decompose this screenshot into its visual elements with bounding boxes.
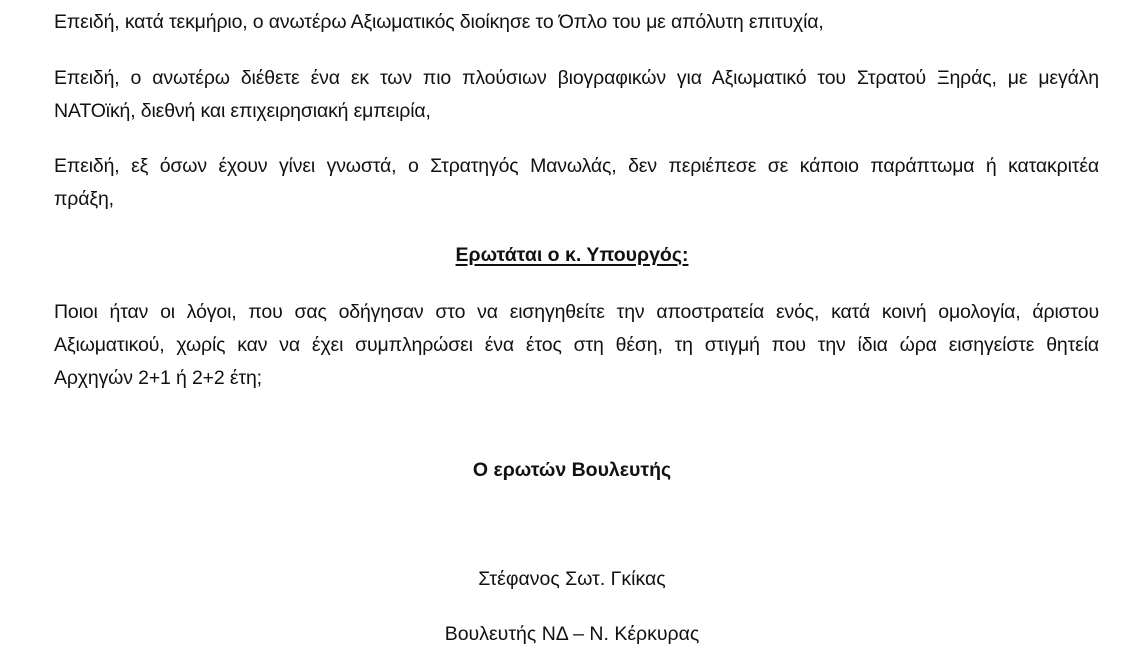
question-line-1: Ποιοι ήταν οι λόγοι, που σας οδήγησαν στο να εισηγηθείτε την αποστρατεία ενός, κατά κοινή ομολογία, άριστου [54, 301, 1099, 323]
paragraph-2-line-1: Επειδή, ο ανωτέρω διέθετε ένα εκ των πιο πλούσιων βιογραφικών για Αξιωματικό του Στρατού Ξηράς, με μεγάλη [54, 67, 1099, 89]
paragraph-2-line-2: ΝΑΤΟϊκή, διεθνή και επιχειρησιακή εμπειρία, [54, 100, 431, 122]
signature-name: Στέφανος Σωτ. Γκίκας [478, 568, 666, 590]
paragraph-3-line-2: πράξη, [54, 188, 114, 210]
paragraph-1 [54, 6, 1099, 39]
signature-role: Βουλευτής ΝΔ – Ν. Κέρκυρας [444, 623, 700, 645]
question-heading: Ερωτάται ο κ. Υπουργός: [455, 244, 689, 266]
paragraph-1-line-1: Επειδή, κατά τεκμήριο, ο ανωτέρω Αξιωματικός διοίκησε το Όπλο του με απόλυτη επιτυχία, [54, 11, 824, 33]
signature-title: Ο ερωτών Βουλευτής [472, 459, 672, 481]
question-line-2: Αξιωματικού, χωρίς καν να έχει συμπληρώσει ένα έτος στη θέση, τη στιγμή που την ίδια ώρα εισηγείστε θητεία [54, 334, 1099, 356]
paragraph-3 [54, 150, 1099, 216]
paragraph-3-line-1: Επειδή, εξ όσων έχουν γίνει γνωστά, ο Στρατηγός Μανωλάς, δεν περιέπεσε σε κάποιο παράπτωμα ή κατακριτέα [54, 155, 1099, 177]
question-paragraph [54, 296, 1099, 395]
paragraph-2 [54, 62, 1099, 128]
question-line-3: Αρχηγών 2+1 ή 2+2 έτη; [54, 367, 262, 389]
